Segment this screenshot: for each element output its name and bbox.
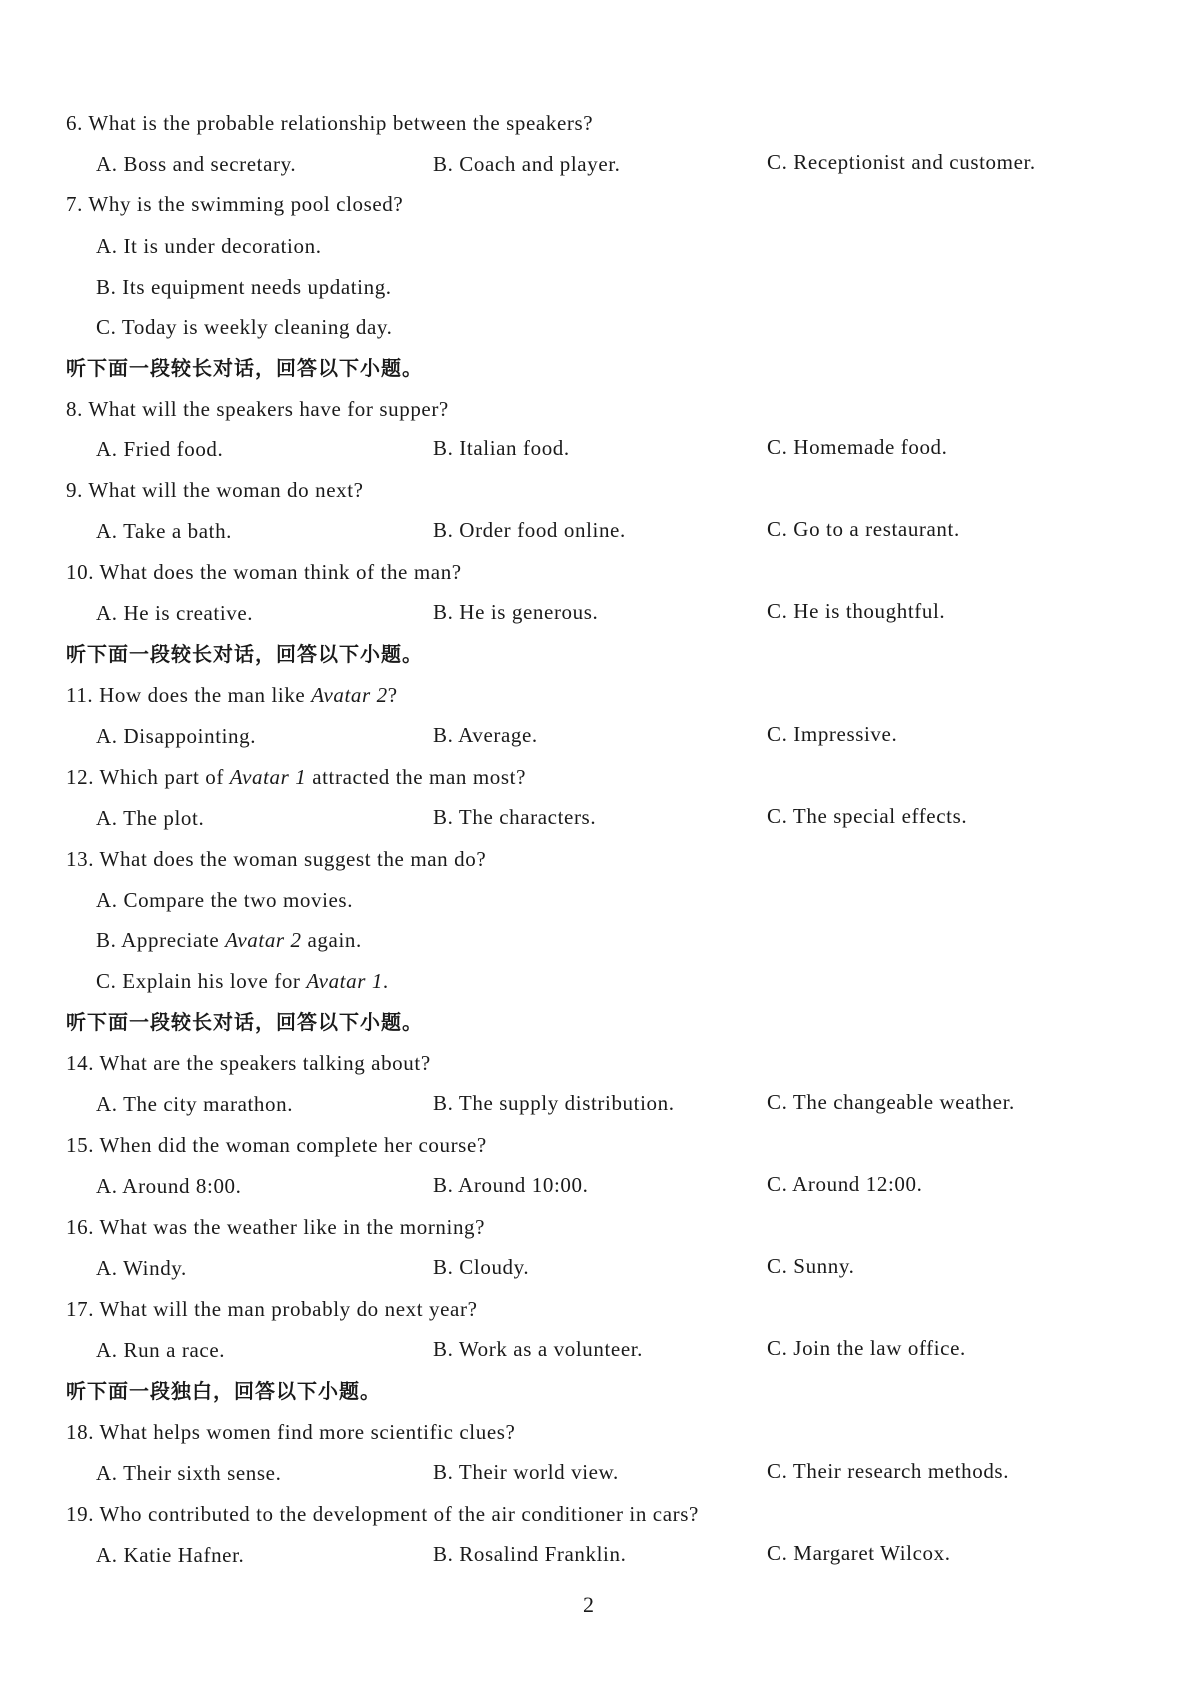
question-9-stem: 9. What will the woman do next? — [66, 478, 364, 502]
question-12-option-a: A. The plot. — [96, 806, 205, 830]
question-17-option-b: B. Work as a volunteer. — [433, 1337, 644, 1361]
section-heading: 听下面一段较长对话，回答以下小题。 — [66, 1010, 423, 1034]
question-8-stem: 8. What will the speakers have for supper? — [66, 397, 449, 421]
question-8-option-b: B. Italian food. — [433, 436, 570, 460]
question-10-option-c: C. He is thoughtful. — [767, 599, 946, 623]
page-number: 2 — [583, 1592, 594, 1617]
question-7-option-b: B. Its equipment needs updating. — [96, 275, 392, 299]
question-16-option-b: B. Cloudy. — [433, 1255, 530, 1279]
question-13-option-a: A. Compare the two movies. — [96, 888, 354, 912]
question-13-option-b-end: again. — [301, 928, 362, 952]
question-9-option-c: C. Go to a restaurant. — [767, 517, 960, 541]
question-11-movie-title: Avatar 2 — [311, 683, 388, 707]
question-16-stem: 16. What was the weather like in the morning? — [66, 1215, 486, 1239]
question-9-option-a: A. Take a bath. — [96, 519, 233, 543]
question-11-option-a: A. Disappointing. — [96, 724, 257, 748]
question-12-stem-end: attracted the man most? — [306, 765, 526, 789]
question-6-option-a: A. Boss and secretary. — [96, 152, 297, 176]
question-11-stem-end: ? — [387, 683, 398, 707]
question-9-option-b: B. Order food online. — [433, 518, 626, 542]
question-10-stem: 10. What does the woman think of the man? — [66, 560, 462, 584]
question-18-option-a: A. Their sixth sense. — [96, 1461, 282, 1485]
question-17-option-a: A. Run a race. — [96, 1338, 226, 1362]
question-13-option-c — [96, 968, 389, 994]
question-15-option-a: A. Around 8:00. — [96, 1174, 242, 1198]
question-15-option-c: C. Around 12:00. — [767, 1172, 923, 1196]
question-6-option-c: C. Receptionist and customer. — [767, 150, 1036, 174]
question-7-stem: 7. Why is the swimming pool closed? — [66, 192, 404, 216]
question-7-option-c: C. Today is weekly cleaning day. — [96, 315, 393, 339]
question-13-option-c-end: . — [382, 969, 389, 993]
section-heading: 听下面一段较长对话，回答以下小题。 — [66, 642, 423, 666]
question-14-option-b: B. The supply distribution. — [433, 1091, 675, 1115]
question-17-stem: 17. What will the man probably do next year? — [66, 1297, 478, 1321]
question-8-option-c: C. Homemade food. — [767, 435, 948, 459]
question-11-stem — [66, 682, 398, 708]
question-13-option-b — [96, 927, 362, 953]
question-19-stem: 19. Who contributed to the development of the air conditioner in cars? — [66, 1502, 699, 1526]
question-13-option-b-title: Avatar 2 — [225, 928, 302, 952]
section-heading-monologue: 听下面一段独白，回答以下小题。 — [66, 1379, 381, 1403]
question-6-stem: 6. What is the probable relationship between the speakers? — [66, 111, 594, 135]
question-12-stem — [66, 764, 526, 790]
question-13-stem: 13. What does the woman suggest the man do? — [66, 847, 487, 871]
question-18-option-b: B. Their world view. — [433, 1460, 619, 1484]
question-18-option-c: C. Their research methods. — [767, 1459, 1010, 1483]
question-14-stem: 14. What are the speakers talking about? — [66, 1051, 431, 1075]
question-13-option-c-title: Avatar 1 — [306, 969, 383, 993]
question-19-option-b: B. Rosalind Franklin. — [433, 1542, 627, 1566]
question-14-option-a: A. The city marathon. — [96, 1092, 294, 1116]
question-11-option-c: C. Impressive. — [767, 722, 898, 746]
section-heading: 听下面一段较长对话，回答以下小题。 — [66, 356, 423, 380]
question-13-option-b-text: B. Appreciate — [96, 928, 226, 952]
question-11-option-b: B. Average. — [433, 723, 538, 747]
question-6-option-b: B. Coach and player. — [433, 152, 621, 176]
question-19-option-a: A. Katie Hafner. — [96, 1543, 245, 1567]
question-15-stem: 15. When did the woman complete her course? — [66, 1133, 487, 1157]
question-16-option-a: A. Windy. — [96, 1256, 187, 1280]
question-12-option-c: C. The special effects. — [767, 804, 968, 828]
question-12-stem-text: 12. Which part of — [66, 765, 230, 789]
question-19-option-c: C. Margaret Wilcox. — [767, 1541, 951, 1565]
question-12-option-b: B. The characters. — [433, 805, 597, 829]
question-11-stem-text: 11. How does the man like — [66, 683, 312, 707]
question-16-option-c: C. Sunny. — [767, 1254, 855, 1278]
question-7-option-a: A. It is under decoration. — [96, 234, 322, 258]
question-8-option-a: A. Fried food. — [96, 437, 224, 461]
question-17-option-c: C. Join the law office. — [767, 1336, 966, 1360]
question-10-option-b: B. He is generous. — [433, 600, 599, 624]
question-14-option-c: C. The changeable weather. — [767, 1090, 1015, 1114]
question-12-movie-title: Avatar 1 — [229, 765, 307, 789]
question-13-option-c-text: C. Explain his love for — [96, 969, 307, 993]
question-18-stem: 18. What helps women find more scientific clues? — [66, 1420, 516, 1444]
question-10-option-a: A. He is creative. — [96, 601, 254, 625]
question-15-option-b: B. Around 10:00. — [433, 1173, 589, 1197]
